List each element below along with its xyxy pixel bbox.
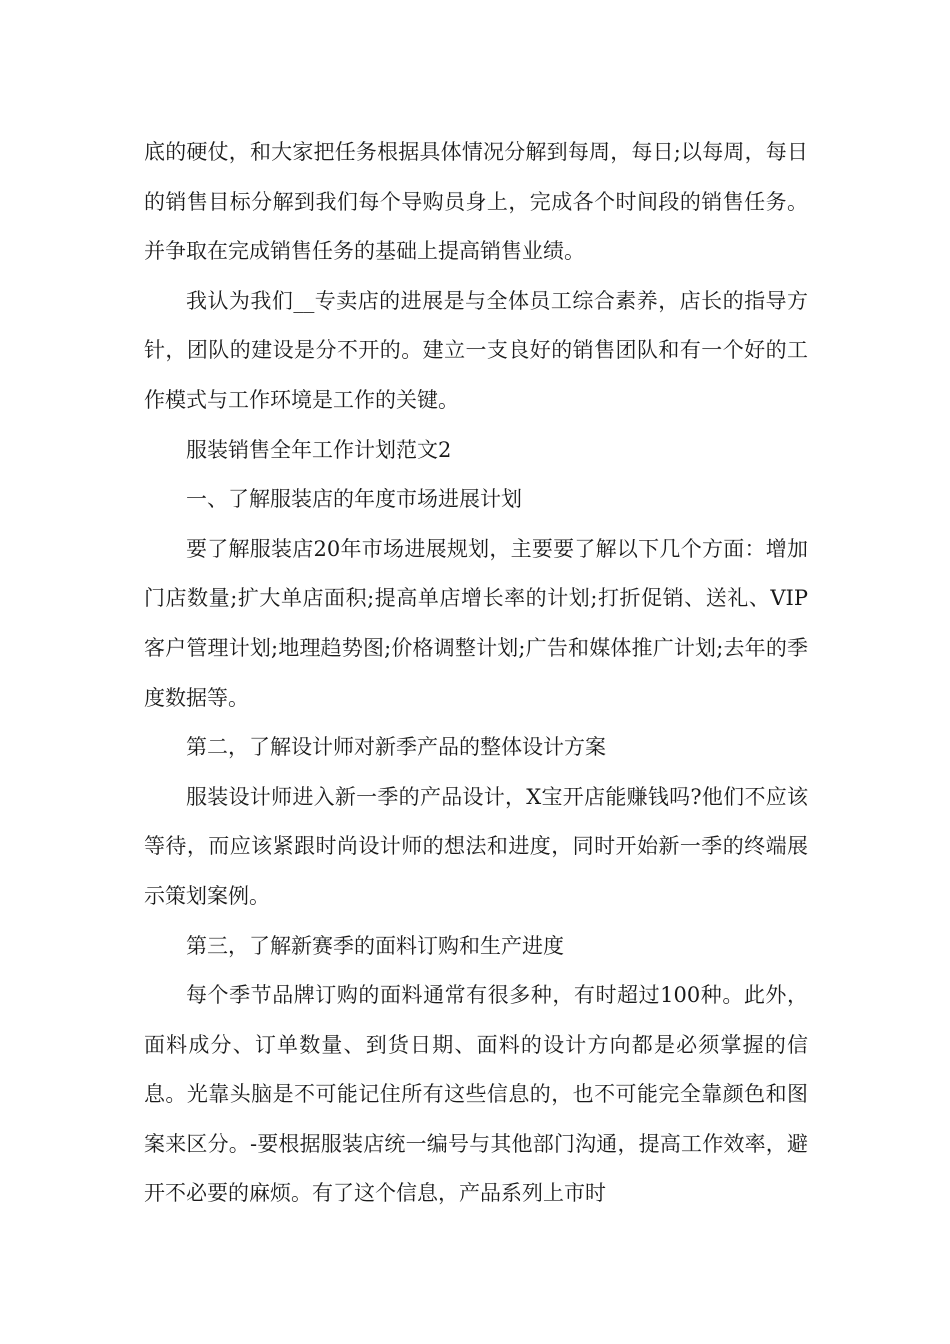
document-body bbox=[144, 128, 808, 1219]
paragraph-market-plan: 要了解服装店20年市场进展规划，主要要了解以下几个方面：增加门店数量;扩大单店面积;提高单店增长率的计划;打折促销、送礼、VIP客户管理计划;地理趋势图;价格调整计划;广告和媒体推广计划;去年的季度数据等。 bbox=[144, 536, 808, 710]
section-title: 服装销售全年工作计划范文2 bbox=[186, 437, 452, 462]
paragraph-team-building: 我认为我们__专卖店的进展是与全体员工综合素养，店长的指导方针，团队的建设是分不开的。建立一支良好的销售团队和有一个好的工作模式与工作环境是工作的关键。 bbox=[144, 288, 808, 412]
paragraph-design: 服装设计师进入新一季的产品设计，X宝开店能赚钱吗?他们不应该等待，而应该紧跟时尚设计师的想法和进度，同时开始新一季的终端展示策划案例。 bbox=[144, 784, 808, 908]
paragraph-continuation: 底的硬仗，和大家把任务根据具体情况分解到每周，每日;以每周，每日的销售目标分解到我们每个导购员身上，完成各个时间段的销售任务。并争取在完成销售任务的基础上提高销售业绩。 bbox=[144, 140, 808, 264]
heading-fabric-ordering: 第三，了解新赛季的面料订购和生产进度 bbox=[186, 933, 564, 958]
heading-design-plan: 第二，了解设计师对新季产品的整体设计方案 bbox=[186, 735, 606, 760]
heading-annual-plan: 一、了解服装店的年度市场进展计划 bbox=[186, 487, 522, 512]
paragraph-fabric: 每个季节品牌订购的面料通常有很多种，有时超过100种。此外，面料成分、订单数量、到货日期、面料的设计方向都是必须掌握的信息。光靠头脑是不可能记住所有这些信息的，也不可能完全靠颜色和图案来区分。-要根据服装店统一编号与其他部门沟通，提高工作效率，避开不必要的麻烦。有了这个信息，产品系列上市时 bbox=[144, 983, 808, 1206]
